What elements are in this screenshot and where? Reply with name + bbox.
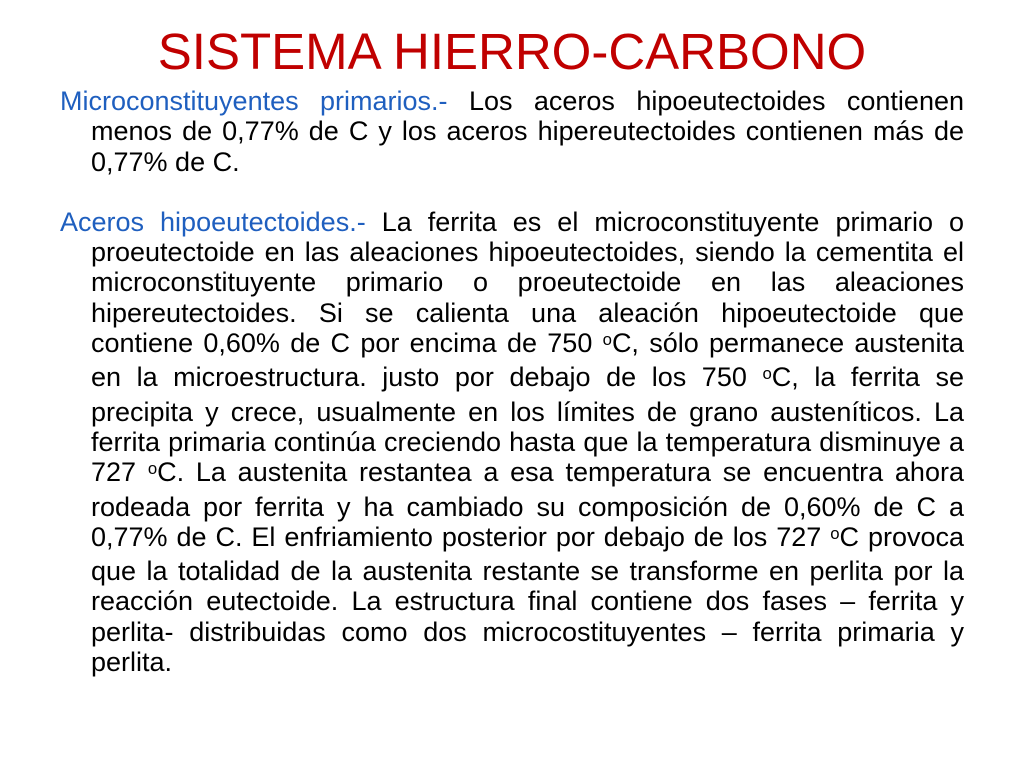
- paragraph-lead-hypoeutectoid: Aceros hipoeutectoides.-: [60, 206, 366, 237]
- slide-title: SISTEMA HIERRO-CARBONO: [157, 23, 867, 80]
- degree-superscript: o: [147, 459, 158, 479]
- degree-superscript: o: [830, 523, 840, 543]
- paragraph-text-primary: Los aceros hipoeutectoides contienen menos de 0,77% de C y los aceros hipereutectoides contienen más de 0,77% de C.: [91, 86, 964, 177]
- paragraph-lead-primary: Microconstituyentes primarios.-: [60, 86, 448, 116]
- degree-superscript: o: [762, 364, 772, 384]
- paragraph-text-part-2: C, sólo permanece austenita en la microestructura. justo por debajo de los 750: [91, 328, 964, 393]
- paragraph-primary-microconstituents: [60, 86, 964, 177]
- paragraph-text-part-3: C, la ferrita se precipita y crece, usualmente en los límites de grano austeníticos. La ferrita primaria continúa creciendo hasta que la temperatura disminuye a 727: [91, 362, 964, 488]
- degree-superscript: o: [602, 330, 612, 350]
- paragraph-hypoeutectoid-steels: [60, 207, 964, 677]
- slide-body: [60, 86, 964, 677]
- paragraph-text-part-4: C. La austenita restantea a esa temperatura se encuentra ahora rodeada por ferrita y ha cambiado su composición de 0,60% de C a 0,77% de C. El enfriamiento posterior por debajo de los 727: [91, 457, 964, 552]
- paragraph-text-part-5: C provoca que la totalidad de la austenita restante se transforme en perlita por la reacción eutectoide. La estructura final contiene dos fases – ferrita y perlita- distribuidas como dos microcostituyentes – ferrita primaria y perlita.: [91, 521, 965, 678]
- paragraph-text-part-1: La ferrita es el microconstituyente primario o proeutectoide en las aleaciones hipoeutectoides, siendo la cementita el microconstituyente primario o proeutectoide en las aleaciones hipereutectoides. Si se calienta una aleación hipoeutectoide que contiene 0,60% de C por encima de 750: [91, 206, 964, 359]
